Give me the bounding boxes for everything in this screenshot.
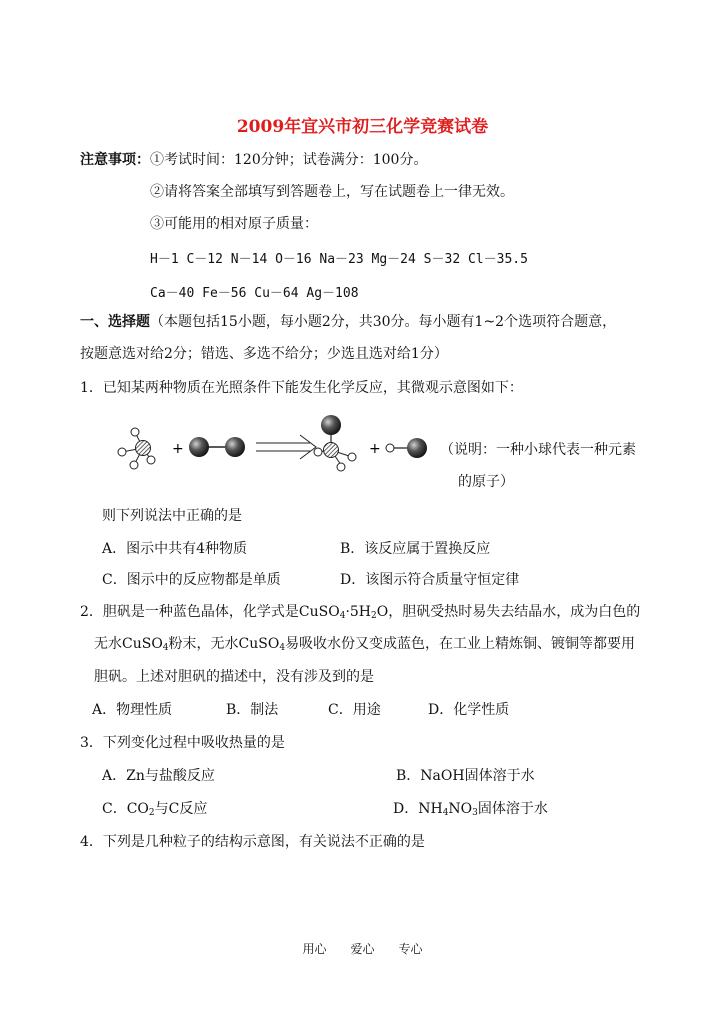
notice-item-1: ①考试时间：120分钟；试卷满分：100分。: [150, 152, 428, 168]
exam-title: 2009年宜兴市初三化学竞赛试卷: [236, 117, 489, 137]
q2-option-a: A．物理性质: [92, 702, 173, 718]
q2-line-1-post: O，胆矾受热时易失去结晶水，成为白色的: [376, 604, 641, 620]
section1-desc-1: （本题包括15小题，每小题2分，共30分。每小题有1~2个选项符合题意，: [150, 314, 617, 330]
q2-option-d: D．化学性质: [428, 702, 510, 718]
q3-option-b: B．NaOH固体溶于水: [396, 768, 535, 784]
q1-note-2: 的原子）: [458, 474, 514, 490]
q2-line-2-sub2: 4: [279, 643, 286, 653]
q3-option-d: [393, 799, 548, 819]
atomic-masses-line-2: Ca－40 Fe－56 Cu－64 Ag－108: [150, 286, 359, 301]
q2-line-2-mid: 粉末，无水CuSO: [168, 636, 280, 652]
q2-line-1-pre: 2．胆矾是一种蓝色晶体，化学式是CuSO: [80, 604, 340, 620]
section1-desc-2: 按题意选对给2分；错选、多选不给分；少选且选对给1分）: [80, 346, 448, 362]
q3-option-c-post: 与C反应: [154, 801, 208, 817]
q3-option-c: [102, 799, 207, 819]
q3-option-d-post: 固体溶于水: [477, 801, 548, 817]
notice-item-3: ③可能用的相对原子质量：: [150, 216, 318, 232]
page-footer: 用心 爱心 专心: [302, 942, 423, 956]
section1-heading: 一、选择题: [80, 314, 150, 330]
q2-line-1-mid: ·5H: [345, 604, 372, 620]
plus-sign-2: +: [369, 441, 381, 457]
molecule-product-1: [314, 415, 356, 471]
q2-line-2-post: 易吸收水份又变成蓝色，在工业上精炼铜、镀铜等都要用: [285, 636, 636, 652]
molecule-product-2: [386, 438, 427, 458]
q4-stem: 4．下列是几种粒子的结构示意图，有关说法不正确的是: [80, 834, 425, 850]
q1-option-a: A．图示中共有4种物质: [102, 541, 248, 557]
q2-line-1: [80, 602, 640, 622]
q1-ask: 则下列说法中正确的是: [102, 508, 242, 524]
q1-stem: 1．已知某两种物质在光照条件下能发生化学反应，其微观示意图如下：: [80, 380, 523, 396]
molecule-reactant-2: [189, 437, 245, 457]
atomic-masses-line-1: H－1 C－12 N－14 O－16 Na－23 Mg－24 S－32 Cl－35.5: [150, 252, 528, 267]
reaction-arrow: [256, 435, 316, 459]
q2-line-2-pre: 无水CuSO: [94, 636, 163, 652]
q3-option-c-pre: C．CO: [102, 801, 149, 817]
q2-line-1-sub: 4: [339, 611, 346, 621]
notice-label: 注意事项：: [80, 152, 150, 168]
q1-option-c: C．图示中的反应物都是单质: [102, 572, 281, 588]
q2-line-3: 胆矾。上述对胆矾的描述中，没有涉及到的是: [94, 669, 374, 685]
q2-option-c: C．用途: [328, 702, 381, 718]
q2-option-b: B．制法: [226, 702, 279, 718]
q3-option-d-mid: NO: [448, 801, 473, 817]
section1-line-1: [80, 312, 616, 332]
molecule-reactant-1: [118, 428, 155, 469]
q3-option-c-sub: 2: [148, 808, 155, 818]
q3-stem: 3．下列变化过程中吸收热量的是: [80, 735, 285, 751]
q1-option-b: B．该反应属于置换反应: [340, 541, 491, 557]
notice-item-2: ②请将答案全部填写到答题卷上，写在试题卷上一律无效。: [150, 184, 514, 200]
q3-option-a: A．Zn与盐酸反应: [102, 768, 215, 784]
q2-line-2: [94, 634, 635, 654]
q3-option-d-sub2: 3: [472, 808, 478, 818]
plus-sign-1: +: [172, 441, 184, 457]
notice-line-1: [80, 150, 427, 170]
q1-option-d: D．该图示符合质量守恒定律: [340, 572, 520, 588]
q1-note-1: （说明：一种小球代表一种元素: [440, 442, 636, 458]
q2-line-1-sub2: 2: [371, 611, 377, 621]
q3-option-d-pre: D．NH: [393, 801, 443, 817]
q3-option-d-sub: 4: [442, 808, 449, 818]
q2-line-2-sub: 4: [162, 643, 169, 653]
